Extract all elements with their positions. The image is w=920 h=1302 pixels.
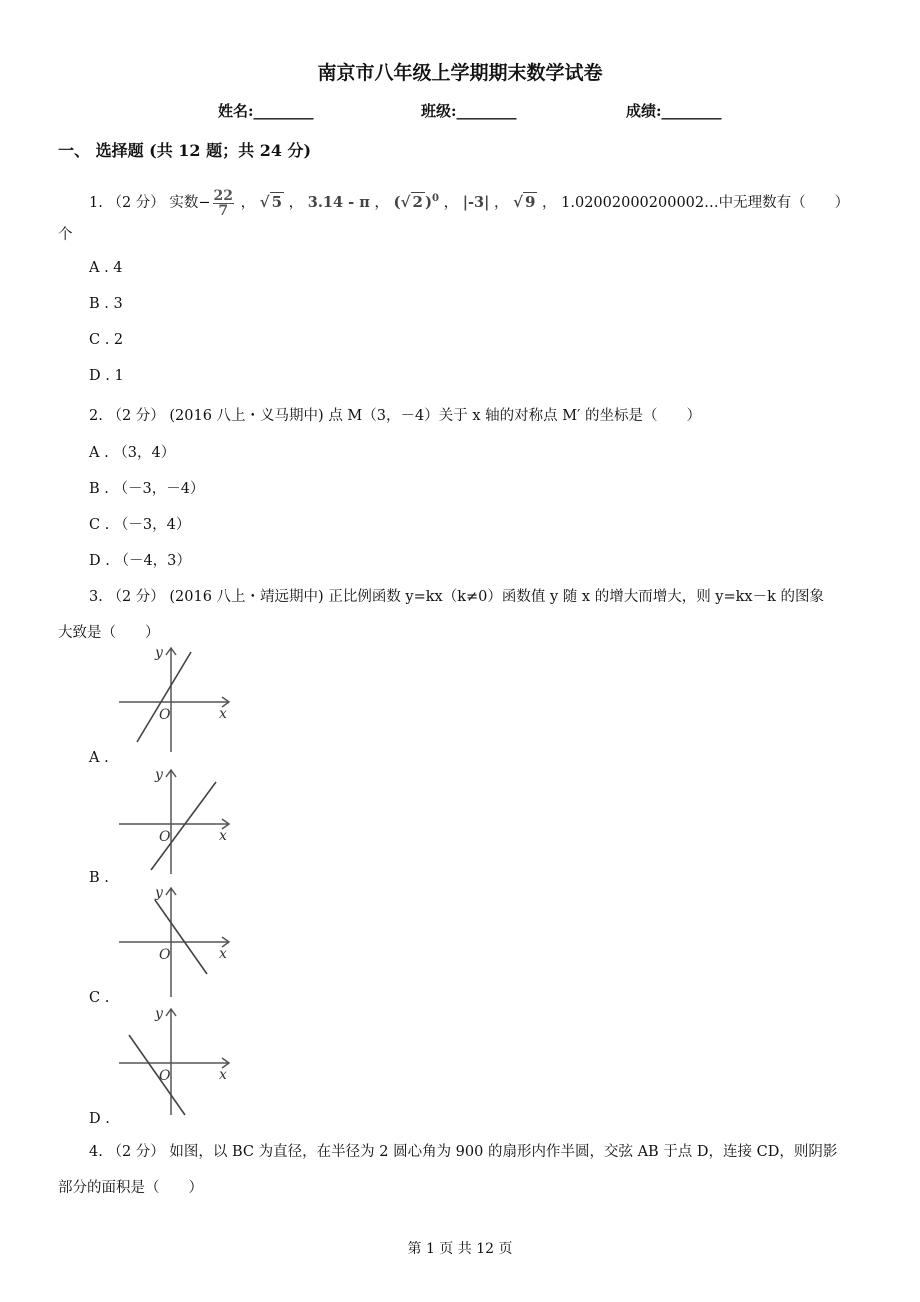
q1-fraction xyxy=(213,189,234,218)
origin-label: O xyxy=(159,947,171,963)
q1-frac-num: 22 xyxy=(213,187,234,204)
q1-sep: ， xyxy=(443,195,459,211)
x-axis-label: x xyxy=(219,946,227,962)
q2-option-d: D . （－4，3） xyxy=(89,553,191,569)
page-title: 南京市八年级上学期期末数学试卷 xyxy=(317,62,603,84)
q1-option-c: C . 2 xyxy=(89,332,124,348)
q1-tail: 1.02002000200002…中无理数有（ ） xyxy=(561,195,850,211)
q1-sep: ， xyxy=(374,195,389,211)
section-heading: 一、 选择题 (共 12 题；共 24 分) xyxy=(58,141,312,160)
q3-option-b: B . xyxy=(89,870,109,886)
function-line xyxy=(137,652,191,742)
y-axis-label: y xyxy=(155,885,163,901)
q2-option-c: C . （－3，4） xyxy=(89,517,191,533)
q1-abs3: |-3| xyxy=(462,194,490,211)
q3-option-d: D . xyxy=(89,1111,110,1127)
x-axis-label: x xyxy=(219,1067,227,1083)
q3-graph-d xyxy=(115,1005,240,1120)
question-1 xyxy=(89,182,850,219)
q1-frac-den: 7 xyxy=(218,202,229,219)
q1-prefix: 1. （2 分） 实数− xyxy=(89,195,211,211)
x-axis-label: x xyxy=(219,706,227,722)
question-4-line2: 部分的面积是（ ） xyxy=(58,1180,203,1196)
name-field-label: 姓名:________ xyxy=(218,102,314,120)
q1-exponent: 0 xyxy=(432,193,440,204)
question-2: 2. （2 分） (2016 八上・义马期中) 点 M（3，－4）关于 x 轴的对称点 M′ 的坐标是（ ） xyxy=(89,408,701,424)
origin-label: O xyxy=(159,707,171,723)
function-line xyxy=(129,1035,185,1115)
function-line xyxy=(151,782,216,870)
class-field-label: 班级:________ xyxy=(421,102,517,120)
x-axis-label: x xyxy=(219,828,227,844)
q1-sep: ， xyxy=(240,195,256,211)
q2-option-b: B . （－3，－4） xyxy=(89,481,205,497)
origin-label: O xyxy=(159,829,171,845)
question-3-line1: 3. （2 分） (2016 八上・靖远期中) 正比例函数 y=kx（k≠0）函数值 y 随 x 的增大而增大，则 y=kx－k 的图象 xyxy=(89,589,825,605)
q1-option-d: D . 1 xyxy=(89,368,124,384)
y-axis-label: y xyxy=(155,767,163,783)
y-axis-label: y xyxy=(155,645,163,661)
q3-graph-a xyxy=(115,644,240,754)
q1-sep: ， xyxy=(288,195,304,211)
q3-graph-c xyxy=(115,884,240,999)
question-1-line2: 个 xyxy=(58,227,73,243)
page-footer: 第 1 页 共 12 页 xyxy=(407,1241,513,1257)
q1-sqrt2-value: 2 xyxy=(412,193,423,211)
y-axis-label: y xyxy=(155,1006,163,1022)
q1-sqrt5-value: 5 xyxy=(271,193,283,211)
q1-sep: ， xyxy=(542,195,557,211)
q1-expr-314: 3.14 - π xyxy=(307,194,370,211)
question-4-line1: 4. （2 分） 如图，以 BC 为直径，在半径为 2 圆心角为 900 的扇形内作半圆，交弦 AB 于点 D，连接 CD，则阴影 xyxy=(89,1144,838,1160)
q3-graph-b xyxy=(115,766,240,876)
q3-option-c: C . xyxy=(89,990,110,1006)
q1-sqrt2-power: (√ 2 )$^0$ xyxy=(393,193,440,211)
q1-sqrt9: √ 9 xyxy=(513,193,536,211)
q1-sqrt9-value: 9 xyxy=(524,193,536,211)
origin-label: O xyxy=(159,1068,171,1084)
q1-sqrt5: √ 5 xyxy=(259,193,283,211)
q1-option-a: A . 4 xyxy=(89,260,123,276)
q1-option-b: B . 3 xyxy=(89,296,123,312)
question-3-line2: 大致是（ ） xyxy=(58,625,160,641)
score-field-label: 成绩:________ xyxy=(626,102,722,120)
q2-option-a: A . （3，4） xyxy=(89,445,176,461)
q3-option-a: A . xyxy=(89,750,109,766)
q1-sep: ， xyxy=(494,195,509,211)
